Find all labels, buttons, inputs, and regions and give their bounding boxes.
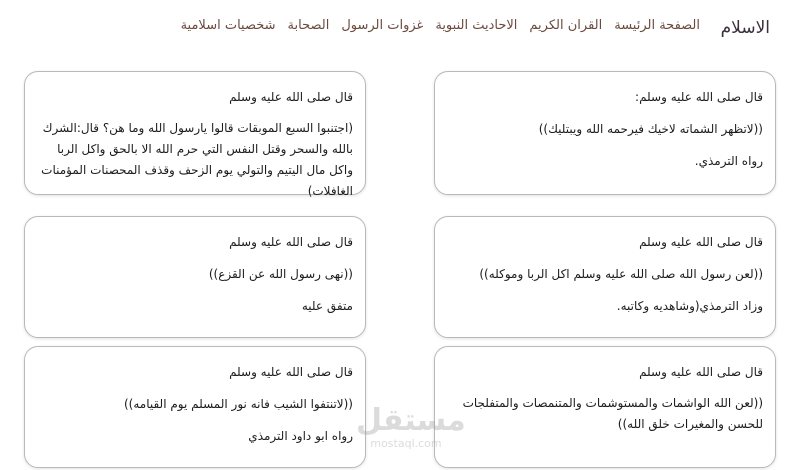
- nav-item-quran[interactable]: القران الكريم: [529, 18, 603, 33]
- hadith-intro: قال صلى الله عليه وسلم: [639, 235, 763, 249]
- nav-item-home[interactable]: الصفحة الرئيسة: [614, 18, 700, 33]
- hadith-text: ((لاتظهر الشماته لاخيك فيرحمه الله ويبتليك)): [538, 122, 763, 136]
- hadith-card: [434, 216, 776, 338]
- hadith-intro: قال صلى الله عليه وسلم: [639, 365, 763, 379]
- hadith-text: (اجتنبوا السبع الموبقات قالوا يارسول الله وما هن؟ قال:الشرك بالله والسحر وقتل النفس التي حرم الله الا بالحق واكل الربا واكل مال اليتيم والتولي يوم الزحف وقذف المحصنات المؤمنات الغافلات): [41, 121, 353, 198]
- hadith-source: رواه ابو داود الترمذي: [248, 429, 353, 443]
- nav-item-hadith[interactable]: الاحاديث النبوية: [435, 18, 518, 33]
- nav-item-figures[interactable]: شخصيات اسلامية: [180, 18, 276, 33]
- nav-item-battles[interactable]: غزوات الرسول: [341, 18, 424, 33]
- hadith-card: [434, 346, 776, 468]
- hadith-card: [24, 71, 366, 198]
- hadith-intro: قال صلى الله عليه وسلم:: [635, 90, 763, 104]
- hadith-card: [24, 346, 366, 468]
- hadith-card: [24, 216, 366, 338]
- watermark-latin: mostaql.com: [370, 437, 442, 450]
- hadith-card: [434, 71, 776, 195]
- hadith-source: رواه الترمذي.: [694, 154, 763, 168]
- hadith-text: ((لاتنتفوا الشيب فانه نور المسلم يوم القيامه)): [123, 397, 353, 411]
- nav-item-companions[interactable]: الصحابة: [287, 18, 330, 33]
- hadith-source: وزاد الترمذي(وشاهديه وكاتبه.: [616, 299, 763, 313]
- watermark-arabic: مستقل: [356, 403, 466, 438]
- hadith-text: ((نهى رسول الله عن القزع)): [208, 267, 353, 281]
- hadith-intro: قال صلى الله عليه وسلم: [229, 365, 353, 379]
- site-brand[interactable]: الاسلام: [720, 18, 770, 38]
- hadith-text: ((لعن رسول الله صلى الله عليه وسلم اكل الربا وموكله)): [479, 267, 763, 281]
- watermark-logo: [356, 403, 466, 464]
- hadith-intro: قال صلى الله عليه وسلم: [229, 235, 353, 249]
- hadith-text: ((لعن الله الواشمات والمستوشمات والمتنمصات والمتفلجات للحسن والمغيرات خلق الله)): [462, 396, 763, 431]
- main-nav: [181, 18, 700, 33]
- hadith-intro: قال صلى الله عليه وسلم: [229, 90, 353, 104]
- hadith-source: متفق عليه: [301, 299, 353, 313]
